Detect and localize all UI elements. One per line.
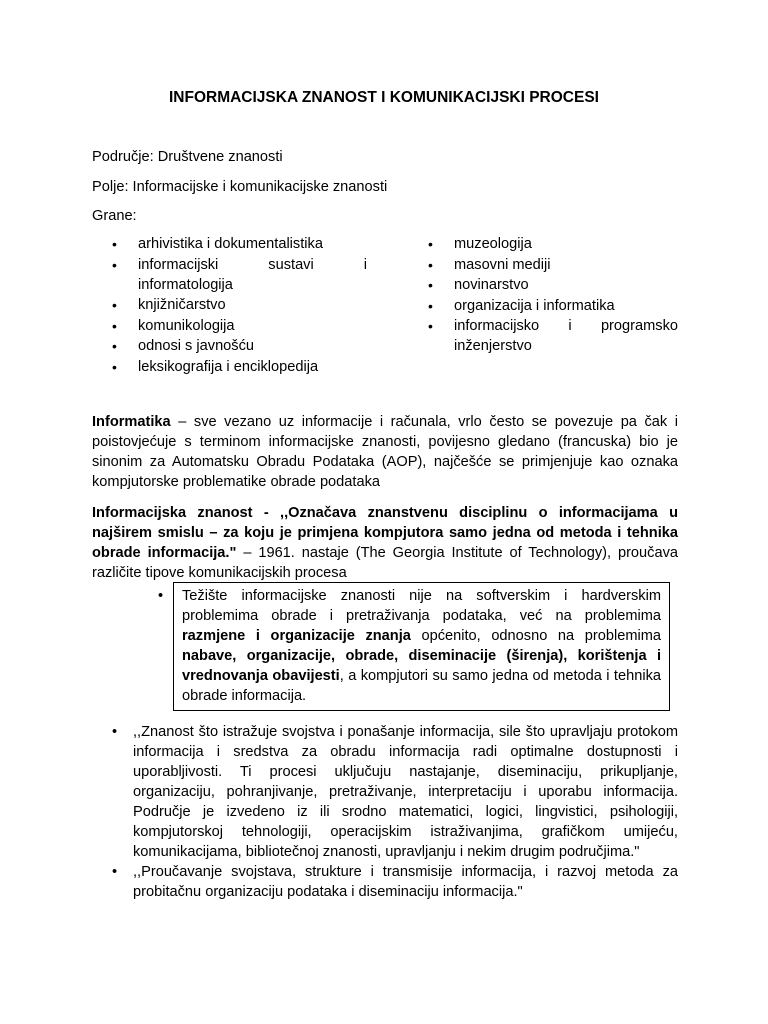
definitions-list bbox=[92, 722, 678, 902]
bullet-icon: • bbox=[158, 588, 164, 604]
list-item: • leksikografija i enciklopedija bbox=[92, 357, 367, 377]
podrucje-line: Područje: Društvene znanosti bbox=[92, 149, 283, 165]
informacijska-znanost-paragraph: Informacijska znanost - ,,Označava znanstvenu disciplinu o informacijama u najširem smislu – za koju je primjena kompjutora samo jedna od metoda i tehnika obrade informacija." – 1961. nastaje (The Georgia Institute of Technology), proučava različite tipove komunikacijskih procesa bbox=[92, 505, 678, 581]
grane-right-column bbox=[408, 234, 678, 357]
informatika-term: Informatika bbox=[92, 414, 171, 430]
list-item: • masovni mediji bbox=[408, 255, 678, 275]
list-item: • komunikologija bbox=[92, 316, 367, 336]
polje-line: Polje: Informacijske i komunikacijske znanosti bbox=[92, 179, 388, 195]
list-item: • ,,Proučavanje svojstava, strukture i transmisije informacija, i razvoj metoda za probitačnu organizaciju podataka i diseminaciju informacija." bbox=[92, 862, 678, 902]
highlight-box: Težište informacijske znanosti nije na softverskim i hardverskim problemima obrade i pretraživanja podataka, već na problemima razmjene i organizacije znanja općenito, odnosno na problemima nabave, organizacije, obrade, diseminacije (širenja), korištenja i vrednovanja obavijesti, a kompjutori su samo jedna od metoda i tehnika obrade informacija. bbox=[173, 582, 670, 711]
list-item: • knjižničarstvo bbox=[92, 295, 367, 315]
list-item: • ,,Znanost što istražuje svojstva i ponašanje informacija, sile što upravljaju protokom informacija i sredstva za obradu informacija radi optimalne dostupnosti i uporabljivosti. Ti procesi uključuju nastajanje, diseminaciju, prikupljanje, organizaciju, pohranjivanje, pretraživanje, interpretaciju i uporabu informacija. Područje je izvedeno iz ili srodno matematici, logici, lingvistici, psihologiji, kompjutorskoj tehnologiji, operacijskim istraživanjima, grafičkom umijeću, komunikacijama, bibliotečnoj znanosti, upravljanju i nekim drugim područjima." bbox=[92, 722, 678, 862]
page-title: INFORMACIJSKA ZNANOST I KOMUNIKACIJSKI PROCESI bbox=[168, 89, 599, 106]
list-item: • arhivistika i dokumentalistika bbox=[92, 234, 367, 254]
informatika-paragraph: Informatika – sve vezano uz informacije i računala, vrlo često se povezuje pa čak i poistovjećuje s terminom informacijske znanosti, povijesno gledano (francuska) bio je sinonim za Automatsku Obradu Podataka (AOP), najčešće se primjenjuje kao oznaka kompjutorske problematike obrade podataka bbox=[92, 414, 678, 490]
informacijska-znanost-definition: Informacijska znanost - ,,Označava znanstvenu disciplinu o informacijama u najširem smislu – za koju je primjena kompjutora samo jedna od metoda i tehnika obrade informacija." bbox=[92, 505, 678, 561]
list-item: • informacijsko i programsko inženjerstvo bbox=[408, 316, 678, 356]
list-item: • odnosi s javnošću bbox=[92, 336, 367, 356]
list-item: • muzeologija bbox=[408, 234, 678, 254]
list-item: • informacijski sustavi i informatologija bbox=[92, 255, 367, 295]
list-item: • novinarstvo bbox=[408, 275, 678, 295]
grane-label: Grane: bbox=[92, 208, 137, 224]
grane-left-column bbox=[92, 234, 367, 377]
list-item: • organizacija i informatika bbox=[408, 296, 678, 316]
